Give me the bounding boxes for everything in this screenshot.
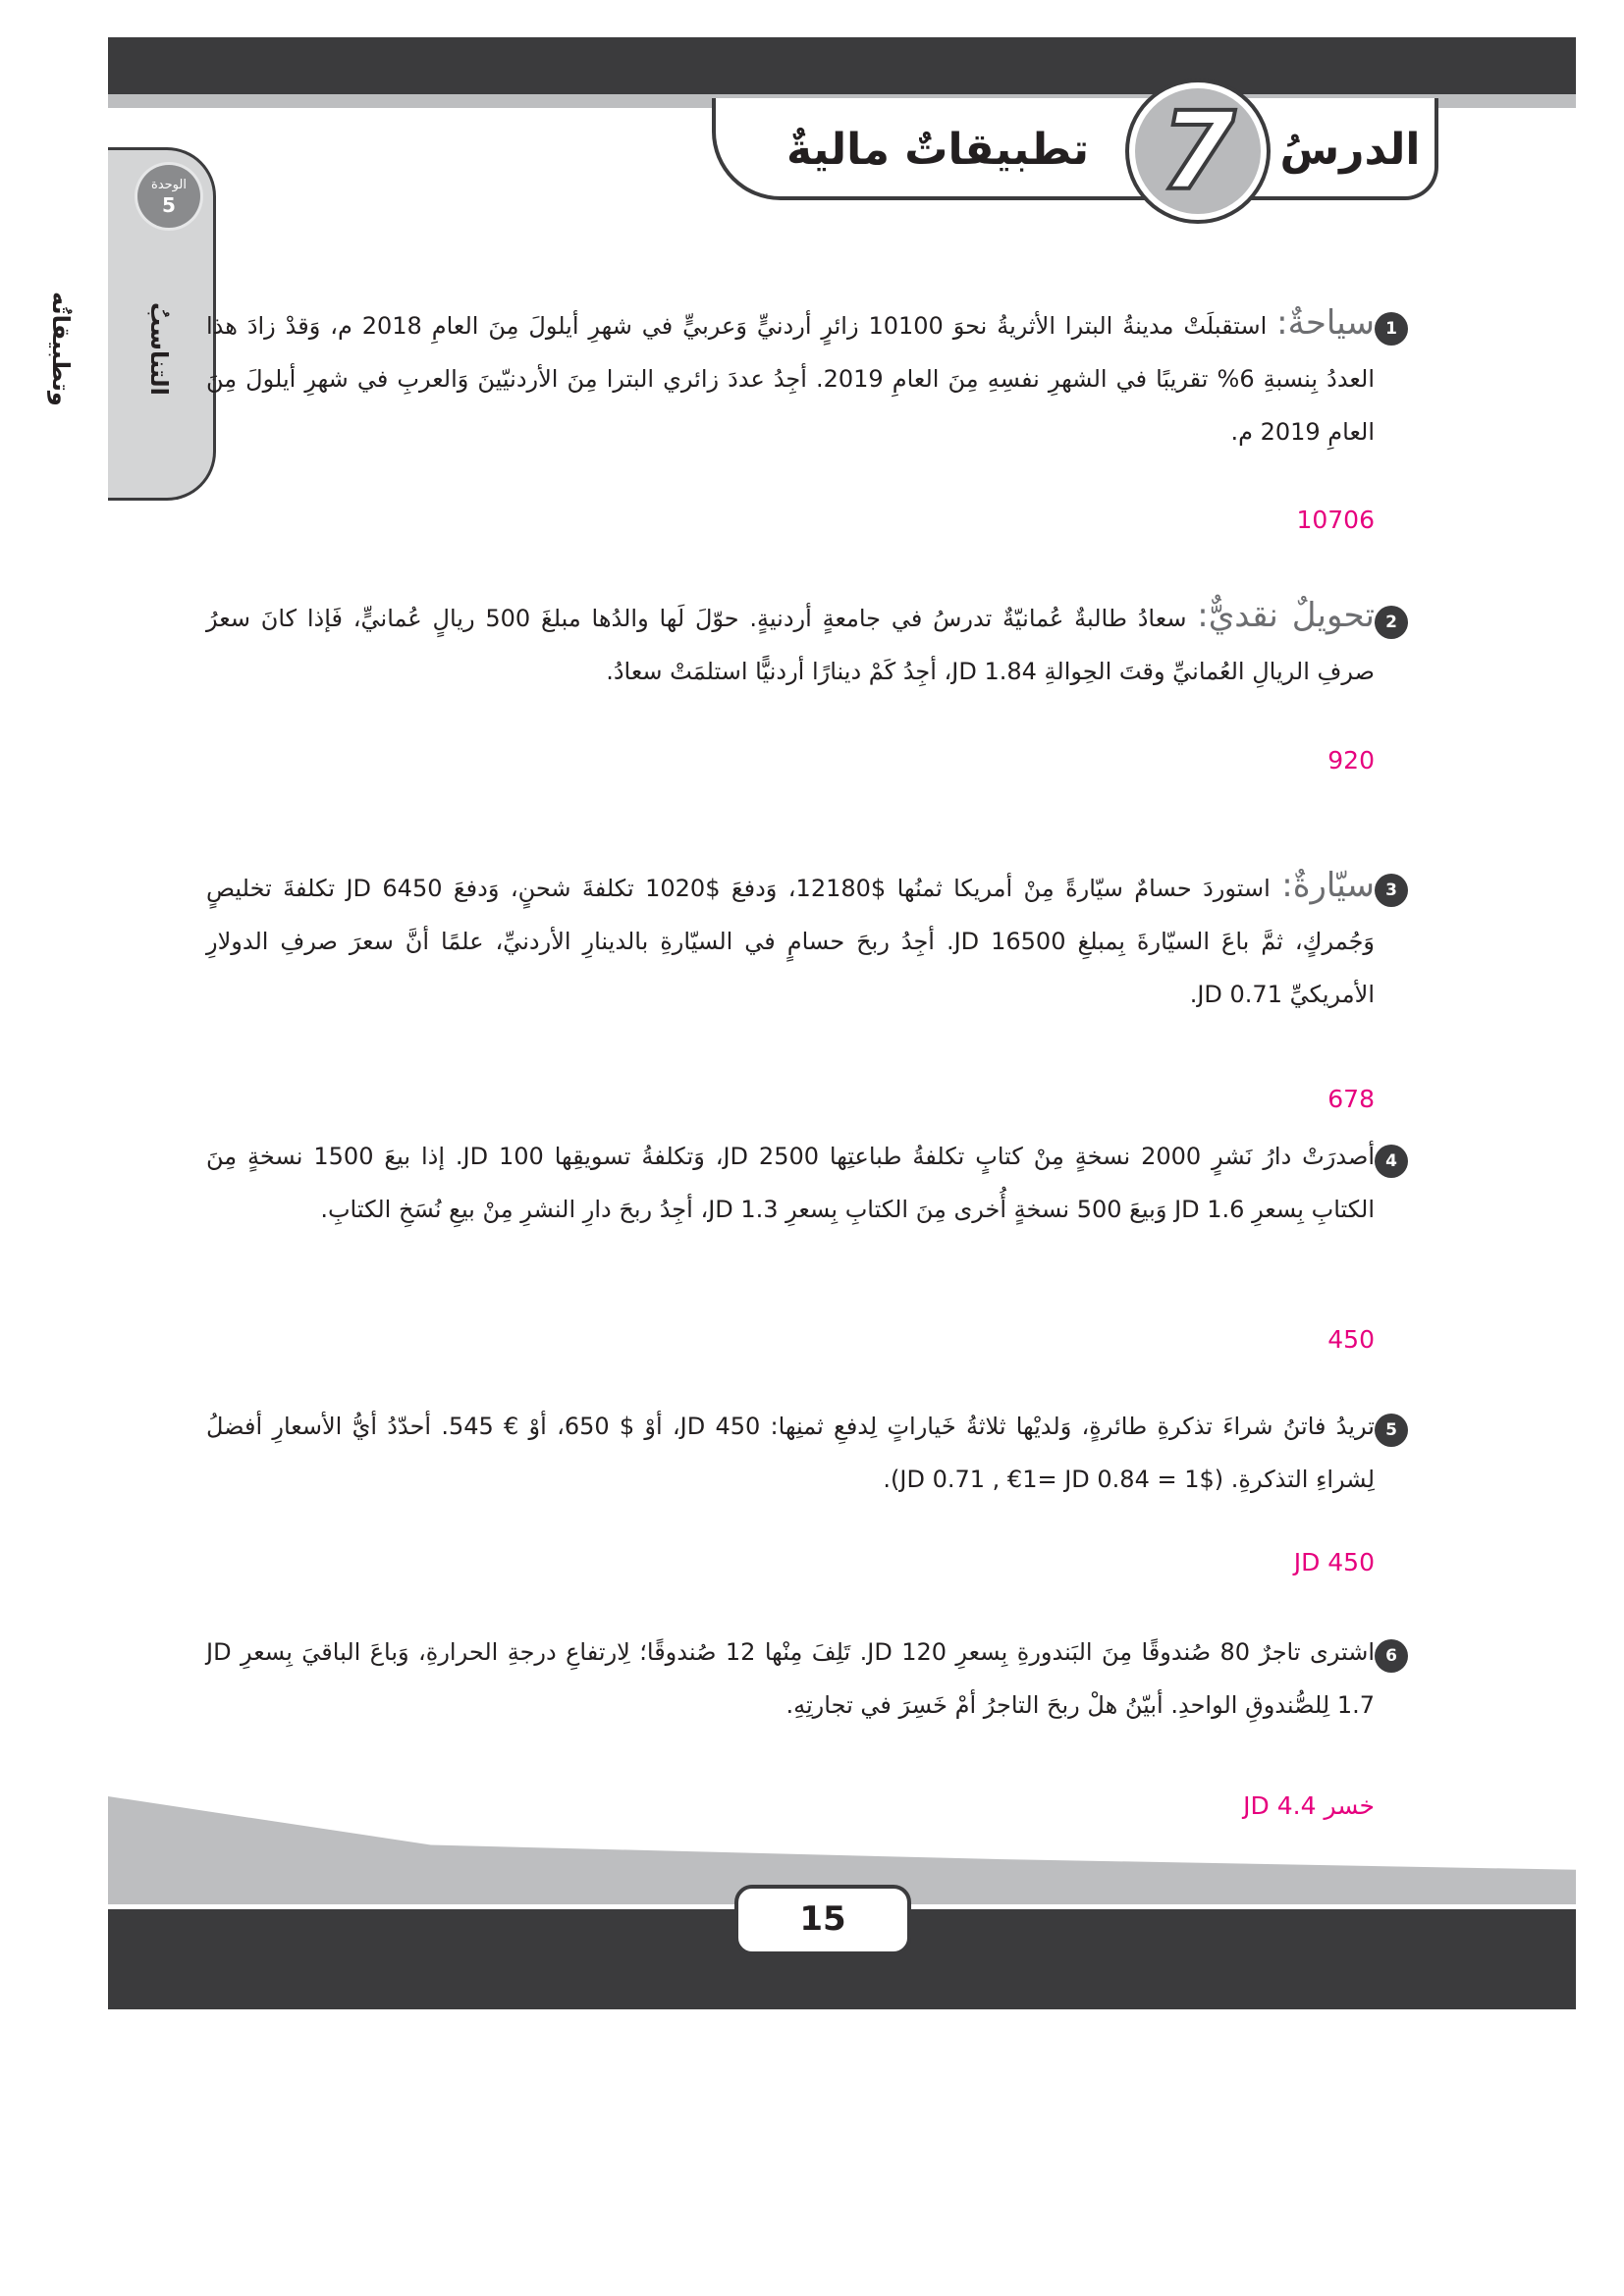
question-number: 3	[1375, 874, 1408, 907]
answer: JD 450	[1293, 1548, 1375, 1576]
question-body: سعادُ طالبةٌ عُمانيّةٌ تدرسُ في جامعةٍ أردنيةٍ. حوّلَ لَها والدُها مبلغَ 500 ريالٍ عُمانيٍّ، فَإذا كانَ سعرُ صرفِ الريالِ العُمانيِّ وقتَ الحِوالةِ JD 1.84، أجِدُ كَمْ دينارًا أردنيًّا استلمَتْ سعادُ.	[206, 605, 1375, 685]
question-body: اشترى تاجرٌ 80 صُندوقًا مِنَ البَندورةِ بِسعرِ JD 120. تَلِفَ مِنْها 12 صُندوقًا؛ لِارتفاعِ درجةِ الحرارةِ، وَباعَ الباقيَ بِسعرِ JD 1.7 لِلصُّندوقِ الواحدِ. أبيّنُ هلْ ربحَ التاجرُ أمْ خَسِرَ في تجارتِهِ.	[206, 1638, 1375, 1719]
answer: 450	[1327, 1325, 1375, 1354]
question-text	[206, 589, 1375, 698]
question-text	[206, 859, 1375, 1021]
answer: 920	[1327, 746, 1375, 774]
question-body: استوردَ حسامٌ سيّارةً مِنْ أمريكا ثمنُها $12180، وَدفعَ $1020 تكلفةَ شحنٍ، وَدفعَ JD 6450 تكلفةَ تخليصٍ وَجُمركٍ، ثمَّ باعَ السيّارةَ بِمبلغِ JD 16500. أجِدُ ربحَ حسامٍ في السيّارةِ بالدينارِ الأردنيِّ، علمًا أنَّ سعرَ صرفِ الدولارِ الأمريكيِّ JD 0.71.	[206, 875, 1375, 1008]
unit-label: الوحدة	[151, 178, 187, 192]
question-body: استقبلَتْ مدينةُ البترا الأثريةُ نحوَ 10100 زائرٍ أردنيٍّ وَعربيٍّ في شهرِ أيلولَ مِنَ العامِ 2018 م، وَقدْ زادَ هذا العددُ بِنسبةِ 6% تقريبًا في الشهرِ نفسِهِ مِنَ العامِ 2019. أجِدُ عددَ زائري البترا مِنَ الأردنيّينَ وَالعربِ في شهرِ أيلولَ مِنَ العامِ 2019 م.	[206, 312, 1375, 446]
lesson-title: تطبيقاتٌ ماليةٌ	[786, 125, 1089, 175]
question-keyword: تحويلٌ نقديٌّ:	[1197, 596, 1375, 635]
question-number: 1	[1375, 312, 1408, 346]
question-keyword: سياحةٌ:	[1276, 303, 1375, 343]
question-text	[206, 296, 1375, 458]
page-number: 15	[734, 1885, 911, 1955]
answer: 678	[1327, 1085, 1375, 1113]
unit-badge	[137, 165, 200, 228]
question-number: 5	[1375, 1414, 1408, 1447]
question-text	[206, 1397, 1375, 1506]
question-text	[206, 1623, 1375, 1732]
question-keyword: سيّارةٌ:	[1281, 866, 1376, 905]
question-number: 6	[1375, 1639, 1408, 1673]
question-text	[206, 1127, 1375, 1236]
question-body: أصدرَتْ دارُ نَشرٍ 2000 نسخةٍ مِنْ كتابٍ تكلفةُ طباعتِها JD 2500، وَتكلفةُ تسويقِها JD 100. إذا بيعَ 1500 نسخةٍ مِنَ الكتابِ بِسعرِ JD 1.6 وَبيعَ 500 نسخةٍ أُخرى مِنَ الكتابِ بِسعرِ JD 1.3، أجِدُ ربحَ دارِ النشرِ مِنْ بيعِ نُسَخِ الكتابِ.	[206, 1143, 1376, 1223]
unit-number: 5	[162, 193, 176, 217]
lesson-label: الدرسُ	[1279, 125, 1421, 175]
question-number: 2	[1375, 606, 1408, 639]
question-body: تريدُ فاتنُ شراءَ تذكرةِ طائرةٍ، وَلديْها ثلاثةُ خَياراتٍ لِدفعِ ثمنِها: JD 450، أوْ $ 650، أوْ € 545. أحدّدُ أيُّ الأسعارِ أفضلُ لِشراءِ التذكرةِ. ($1 = JD 0.71 , €1= JD 0.84).	[206, 1413, 1375, 1493]
lesson-number: 7	[1129, 82, 1267, 220]
header-band	[108, 37, 1576, 94]
answer: 10706	[1296, 506, 1375, 534]
answer: خسر JD 4.4	[1243, 1791, 1375, 1820]
unit-title: التناسبُ وتطبيقاتُه	[47, 291, 173, 406]
question-number: 4	[1375, 1145, 1408, 1178]
